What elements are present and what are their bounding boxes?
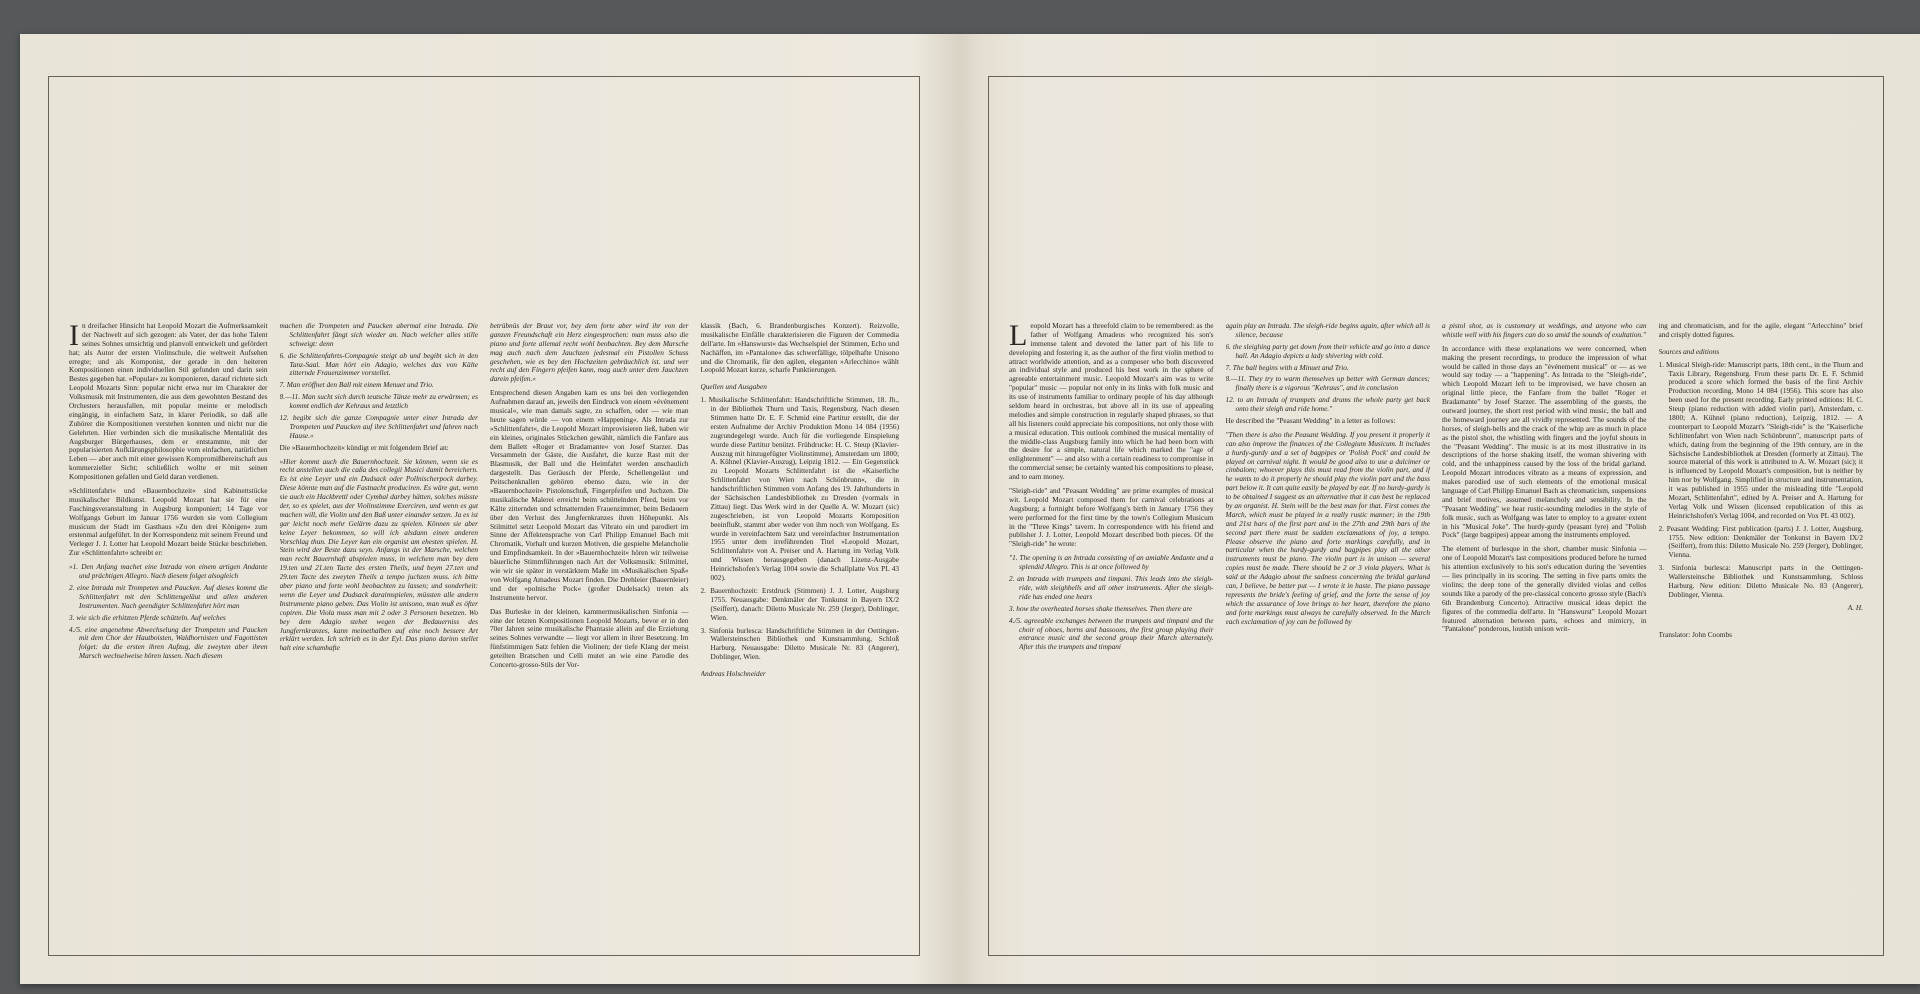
translator-credit: Translator: John Coombs [1658, 629, 1733, 639]
english-text-panel [988, 76, 1884, 956]
german-list-item: 3. wie sich die erhitzten Pferde schütteln. Auf welches [69, 612, 226, 622]
german-paragraph: Entsprechend diesen Angaben kam es uns bei den vorliegenden Aufnahmen darauf an, jeweils den Eindruck von einem »événement musical«, wie man damals sagte, zu schaffen, oder — wie man heute sagen würde — von einem »Happening«. Als Intrada zur »Schlittenfahrt«, die Leopold Mozart improvisieren ließ, haben wir ein kleines, originales Stückchen gewählt, nämlich die Fanfare aus dem Ballett »Roger et Bradamante« von Josef Starzer. Das Versammeln der Gäste, die Ausfahrt, die kurze Rast mit der Blasmusik, der Ball und die Heimfahrt werden anschaulich dargestellt. Das Geräusch der Pferde, Schellengeläut und Peitschenknallen gehören ebenso dazu, wie in der »Bauernhochzeit« Pistolenschuß, Fingerpfeifen und Juchzen. Die musikalische Malerei erreicht beim schüttelnden Pferd, beim vor Kälte zitternden und schnatternden Frauenzimmer, beim Bedauern über den Verlust des Jungfernkranzes ihren Höhepunkt. Als Stilmittel setzt Leopold Mozart das Vibrato ein und parodiert im Sinne der Affektensprache von Carl Philipp Emanuel Bach mit Chromatik, Vorhalt und kurzen Motiven, die gespielte Melancholie und Empfindsamkeit. In der »Bauernhochzeit« hören wir teilweise bäuerliche Stimmführungen nach Art der Volksmusik: Stilmittel, wie wir sie später in verstärktem Maße im »Musikalischen Spaß« von Wolfgang Amadeus Mozart finden. Die Drehleier (Bauernleier) und der »polnische Pock« (großer Dudelsack) treten als Instrumente hervor. [490, 388, 689, 602]
english-source-item: 2. Peasant Wedding: First publication (parts) J. J. Lotter, Augsburg, 1755. New edition: Denkmäler der Tonkunst in Bayern IX/2 (Seiffert), from this: Diletto Musicale No. 259 (Jerger), Doblinger, Vienna. [1658, 523, 1863, 560]
english-quote: "Then there is also the Peasant Wedding. If you present it properly it can also improve the finances of the Collegium Musicum. It includes a hurdy-gurdy and a set of bagpipes or 'Polish Pock' and could be played on carnival night. It would be good also to use a dulcimer or cimbalom; whoever plays this must read from the violin part, and if he wants to do it properly he should play the violin part and the bass part below it. It can quite easily be played by ear. If no hurdy-gurdy is to be obtained I suggest as an alternative that it can best be replaced by an organist. H. Stein will be the best man for that. First comes the March, which must be played in a really rustic manner; in the 19th and 21st bars of the first part and in the 27th and 29th bars of the second part there must be sudden exclamations of joy, a tempo. Please observe the piano and forte markings carefully, and in particular when the hurdy-gurdy and bagpipes play all the other instruments must be piano. The violin part is in unison — several copies must be made. There should be 2 or 3 viola players. What is said at the Adagio about the sadness concerning the bridal garland can, I believe, be better put — I wrote it in haste. The piano passage represents the bride's feeling of grief, and the forte the sense of joy which the assurance of love brings to her heart, therefore the piano and forte markings must always be carefully observed. In the March each exclamation of joy can be followed by [1225, 429, 1430, 626]
english-dropcap: L [1009, 322, 1028, 352]
german-list-item: 8.—11. Man sucht sich durch teutsche Tänze mehr zu erwärmen; es kommt endlich der Kehraus und letztlich [279, 392, 478, 411]
english-list-item: 12. to an Intrada of trumpets and drums the whole party get back onto their sleigh and ride home." [1225, 395, 1430, 414]
german-list-item: 12. begibt sich die ganze Compagnie unter einer Intrada der Trompeten und Paucken auf ihre Schlittenfahrt und fahren nach Hause.« [279, 413, 478, 440]
english-paragraph: ing and chromaticism, and for the agile, elegant "Arlecchino" brief and crisply dotted figures. [1658, 322, 1863, 339]
german-column-4 [701, 322, 900, 943]
english-source-item: 1. Musical Sleigh-ride: Manuscript parts, 18th cent., in the Thurn and Taxis Library, Regensburg. From these parts Dr. E. F. Schmid produced a score which formed the basis of the first Archiv Production recording, Mono 14 084 (1956). This score has also been used for the present recording. Early printed editions: H. C. Steup (piano reduction with added violin part), Amsterdam, c. 1800; A. Kühnel (piano reduction), Leipzig, 1812. — A counterpart to Leopold Mozart's "Sleigh-ride" is the "Kaiserliche Schlittenfahrt von Wien nach Schönbrunn", manuscript parts of which, dating from the beginning of the 19th century, are in the Sächsische Landesbibliothek at Dresden (formerly at Zittau). The source material of this work is attributed to A. W. Mozart (sic); it is influenced by Leopold Mozart's composition, but is neither by him nor by Wolfgang. Simplified in structure and instrumentation, it was published in 1955 under the misleading title "Leopold Mozart, Schlittenfahrt", edited by A. Preiser and A. Hartung for Verlag Volk und Wissen (licensed republication of this as Heinrichshofen's Verlag 1004, and recorded on Vox PL 43 002). [1658, 359, 1863, 520]
german-text-panel [48, 76, 920, 956]
german-list-item: machen die Trompeten und Paucken abermal eine Intrada. Die Schlittenfahrt fängt sich wieder an. Nach welcher alles stille schweigt: denn [279, 322, 478, 348]
english-list-item: 6. the sleighing party get down from their vehicle and go into a dance hall. An Adagio depicts a lady shivering with cold. [1225, 341, 1430, 360]
english-paragraph: He described the "Peasant Wedding" in a letter as follows: [1225, 416, 1396, 426]
german-column-1 [69, 322, 268, 943]
english-list-item: 3. how the overheated horses shake themselves. Then there are [1009, 603, 1193, 613]
english-paragraph: The element of burlesque in the short, chamber music Sinfonia — one of Leopold Mozart's last compositions produced before he turned his attention exclusively to his son's education during the 'seventies — lies principally in its scoring. The setting in five parts omits the violins; the deep tone of the generally divided violas and cellos sounds like a parody of the pre-classical concerto grosso style (Bach's 6th Brandenburg Concerto). Attractive musical ideas depict the figures of the commedia dell'arte. In "Hanswurst" Leopold Mozart featured alternation between parts, echoes and mimicry, in "Pantalone" ponderous, loutish unison writ- [1442, 544, 1647, 634]
english-list-item: 8.—11. They try to warm themselves up better with German dances; finally there is a vigorous "Kehraus", and in conclusion [1225, 374, 1430, 393]
english-column-3 [1442, 322, 1647, 943]
german-quote: »Hier kommt auch die Bauernhochzeit. Sie können, wenn sie es recht anstellen auch die caßa des collegii Musici damit bereichern. Es ist eine Leyer und ein Dudsack oder Pollnischerpock darbey. Diese könnte man auf die Fastnacht produciren. Es wäre gut, wenn sie auch ein Hackbrettl oder Cymbal darbey hätten, solches müsste der, so es spielet, aus der Violinstimme Exerciren, und wenn es gut machen will, die Violin und den Baß unter einander setzen. Ja es ist gar leicht noch mehr Gelärm dazu zu spielen. Können sie aber keine Leyer bekommen, so will ich alsdann einen anderen Vorschlag thun. Die Leyer kan ein organist am ehesten spielen. H. Stein wird der Beste dazu seyn. Anfangs ist der Marsche, welchen man recht Bauernhaft abspielen muss, in welchem man bey dem 19.ten und 21.ten Tacte des ersten Theils, und beym 27.ten und 29.ten Tacte des zweyten Theils a tempo juchzen muss. ich bitte aber piano und forte wohl beobachten zu lassen; und sonderheit: wenn die Leyer und Dudsack daraimspielen, müssten alle andern Instrumente piano geben. Das Violin ist unisono, man muß es öfter copiren. Die Viola muss man mit 2 oder 3 Personen besetzen. Wo bey dem Adagio stehet wegen der Bedauerniss des Jungfernkranzes, kann meinethalben auf eine noch bessere Art erklärt werden. Ich schrieb es in der Eyl. Das piano darinn stellet halt eine schamhafte [279, 456, 478, 653]
german-quote-end: betrübnüs der Braut vor, bey dem forte aber wird ihr von der ganzen Freundschaft ein Herz eingesprochen: man muss also die piano und forte allemal recht wohl beobachten. Bey dem Marsche mag auch nach dem Jauchzen jedesmal ein Pistollen Schuss geschehen, wie es bey den Hochzeiten gebräuchlich ist. und wer recht auf den Fingern pfeifen kann, mag auch unter dem Jauchzen darein pfeifen.« [490, 322, 689, 384]
english-column-1 [1009, 322, 1214, 943]
german-source-item: 1. Musikalische Schlittenfahrt: Handschriftliche Stimmen, 18. Jh., in der Bibliothek Thurn und Taxis, Regensburg. Nach diesen Stimmen hatte Dr. E. F. Schmid eine Partitur erstellt, die der ersten Aufnahme der Archiv Produktion Mono 14 084 (1956) zugrundegelegt wurde. Auch für die vorliegende Einspielung wurde diese Partitur benützt. Frühdrucke: H. C. Steup (Klavier-Auszug mit hinzugefügter Violinstimme), Amsterdam um 1800; A. Kühnel (Klavier-Auszug), Leipzig 1812. — Ein Gegenstück zu Leopold Mozarts Schlittenfahrt ist die »Kaiserliche Schlittenfahrt von Wien nach Schönbrunn«, die in handschriftlichen Stimmen vom Anfang des 19. Jahrhunderts in der Sächsischen Landesbibliothek zu Dresden (vormals in Zittau) liegt. Das Werk wird in der Quelle A. W. Mozart (sic) zugeschrieben, ist von Leopold Mozarts Komposition beeinflußt, stammt aber weder von ihm noch von Wolfgang. Es wurde in vereinfachtem Satz und vereinfachter Instrumentation 1955 unter dem irreführenden Titel »Leopold Mozart, Schlittenfahrt« von A. Preiser und A. Hartung im Verlag Volk und Wissen herausgegeben (danach Lizenz-Ausgabe Heinrichshofen's Verlag 1004 sowie die Schallplatte Vox PL 43 002). [700, 395, 899, 583]
german-paragraph: Die »Bauernhochzeit« kündigt er mit folgendem Brief an: [279, 442, 449, 452]
german-column-2 [280, 322, 479, 943]
german-list-item: »1. Den Anfang machet eine Intrada von einem artigen Andante und prächtigen Allegro. Nach diesem folget alsogleich [69, 562, 268, 581]
english-intro-paragraph: Leopold Mozart has a threefold claim to be remembered: as the father of Wolfgang Amadeus who recognized his son's immense talent and devoted the latter part of his life to developing and fostering it, as the author of the first violin method to attract worldwide attention, and as a composer who both discovered an individual style and produced his best work in the sphere of agreeable entertainment music. Leopold Mozart's aim was to write "popular" music — popular not only in its links with folk music and its use of instruments familiar to ordinary people of his day although seldom heard in orchestras, but above all in its use of appealing melodies and simple construction in regularly shaped phrases, so that all his listeners could appreciate his compositions, not only those with a musical education. This outlook combined the musical mentality of the middle-class Augsburg family into which he had been born with the desire for a simple, natural life which marked the "age of enlightenment" — and also with a certain readiness to compromise in the commercial sense; he certainly wanted his compositions to please, and to earn money. [1009, 322, 1214, 482]
german-intro-paragraph: In dreifacher Hinsicht hat Leopold Mozart die Aufmerksamkeit der Nachwelt auf sich gezogen: als Vater, der das hohe Talent seines Sohnes umsichtig und planvoll entwickelt und gefördert hat; als Autor der ersten Violinschule, die weltweit Aufsehen erregte; und als Komponist, der gerade in den heiteren Kompositionen einen individuellen Stil gefunden und darin sein Bestes gegeben hat. »Popular« zu komponieren, darauf richtete sich Leopold Mozarts Sinn: popular nicht etwa nur im Charakter der Volksmusik mit Instrumenten, die aus dem gewohnten Bestand des Orchesters herausfallen, mit popular meinte er melodisch eingängig, in einfachem Satz, in klarer Periodik, so daß alle Zuhörer die Kompositionen verstehen konnten und nicht nur die Gelehrten. Hier verbinden sich die musikalische Mentalität des Augsburger Bürgerhauses, dem er entstammte, mit der popularisierten Aufklärungsphilosophie vom einfachen, natürlichen Leben — aber auch mit einer gewissen Kompromißbereitschaft aus kommerzieller Sicht; schließlich wollte er mit seinen Kompositionen gefallen und Geld daran verdienen. [69, 322, 268, 482]
english-sources-title: Sources and editions [1658, 346, 1720, 356]
record-sleeve [20, 34, 1920, 984]
author-initials: A. H. [1847, 602, 1863, 612]
german-paragraph: Das Burleske in der kleinen, kammermusikalischen Sinfonia — eine der letzten Kompositionen Leopold Mozarts, bevor er in den 70er Jahren seine musikalische Phantasie allein auf die Erziehung seines Sohnes verwandte — liegt vor allem in ihrer Besetzung. Im fünfstimmigen Satz fehlen die Violinen; der tiefe Klang der meist geteilten Bratschen und Celli mutet an wie eine Parodie des Concerto-grosso-Stils der Vor- [490, 606, 689, 669]
english-list-item: again play an Intrada. The sleigh-ride begins again, after which all is silence, because [1225, 322, 1430, 339]
english-paragraph: In accordance with these explanations we were concerned, when making the present recordings, to produce the impression of what would be called in those days an "événement musical" or — as we would say today — a "happening". As Intrada to the "Sleigh-ride", which Leopold Mozart left to be improvised, we have chosen an original little piece, the Fanfare from the ballet "Roger et Bradamante" by Josef Starzer. The assembling of the guests, the outward journey, the short rest period with wind music, the ball and the homeward journey are all vividly represented. The sounds of the horses, of sleigh-bells and the crack of the whip are as much in place as the pistol shot, the whistling with fingers and the joyful shouts in the "Peasant Wedding". The music is at its most illustrative in its descriptions of the horse shaking itself, the woman shivering with cold, and the unhappiness caused by the loss of the bridal garland. Leopold Mozart introduces vibrato as a means of expression, and makes parodied use of such elements of the emotional musical language of Carl Philipp Emanuel Bach as chromaticism, suspensions and brief motives, assumed melancholy and sensibility. In the "Peasant Wedding" we hear rustic-sounding melodies in the style of folk music, such as Wolfgang was later to employ to a greater extent in his "Musical Joke". The hurdy-gurdy (peasant lyre) and "Polish Pock" (large bagpipes) appear among the instruments employed. [1442, 343, 1647, 540]
german-dropcap: I [69, 322, 79, 352]
german-list-item: 4./5. eine angenehme Abwechselung der Trompeten und Paucken mit dem Chor der Hautboisten, Waldhornisten und Fagottisten folget: da die ersten ihren Aufzug, die zweyten aber ihren Marsch wechselweise hören lassen. Nach diesem [69, 624, 268, 661]
english-list-item: 2. an Intrada with trumpets and timpani. This leads into the sleigh-ride, with sleighbells and all other instruments. After the sleigh-ride has ended one hears [1009, 574, 1214, 601]
german-source-item: 2. Bauernhochzeit: Erstdruck (Stimmen) J. J. Lotter, Augsburg 1755. Neuausgabe: Denkmäler der Tonkunst in Bayern IX/2 (Seiffert), danach: Diletto Musicale Nr. 259 (Jerger), Doblinger, Wien. [700, 585, 899, 622]
german-paragraph: klassik (Bach, 6. Brandenburgisches Konzert). Reizvolle, musikalische Einfälle charakterisieren die Figuren der Commedia dell'arte. Im »Hanswurst« das Wechselspiel der Stimmen, Echo und Nachäffen, im »Pantalone« das schwerfällige, tölpelhafte Unisono und die Chromatik, für den agilen, eleganten »Arlecchino« wählt Leopold Mozart kurze, scharfe Punktierungen. [700, 322, 899, 375]
english-quote-end: a pistol shot, as is customary at weddings, and anyone who can whistle well with his fingers can do so amid the sounds of exultation." [1442, 322, 1647, 339]
english-source-item: 3. Sinfonia burlesca: Manuscript parts in the Oettingen-Wallersteinsche Bibliothek und Kunstsammlung, Schloss Harburg. New edition: Diletto Musicale No. 83 (Angerer), Doblinger, Vienna. [1658, 563, 1863, 599]
german-sources-title: Quellen und Ausgaben [700, 382, 767, 392]
german-column-3 [490, 322, 689, 943]
english-list-item: "1. The opening is an Intrada consisting of an amiable Andante and a splendid Allegro. This is at once followed by [1009, 553, 1214, 572]
english-list-item: 7. The ball begins with a Minuet and Trio. [1225, 362, 1349, 372]
english-column-4 [1659, 322, 1864, 943]
german-author-signature: Andreas Holschneider [700, 669, 766, 679]
german-list-item: 6. die Schlittenfahrts-Compagnie steigt ab und begibt sich in den Tanz-Saal. Man hört ein Adagio, welches das von Kälte zitternde Frauenzimmer vorstellet. [279, 350, 478, 378]
german-list-item: 7. Man eröffnet den Ball mit einem Menuet und Trio. [279, 380, 434, 390]
german-source-item: 3. Sinfonia burlesca: Handschriftliche Stimmen in der Oettingen-Wallersteinschen Bibliothek und Kunstsammlung, Schloß Harburg. Neuausgabe: Diletto Musicale Nr. 83 (Angerer), Doblinger, Wien. [700, 625, 899, 662]
english-column-2 [1226, 322, 1431, 943]
german-list-item: 2. eine Intrada mit Trompeten und Paucken. Auf dieses kommt die Schlittenfahrt mit den Schlittengeläut und allen anderen Instrumenten. Nach geendigter Schlittenfahrt hört man [69, 582, 268, 610]
german-paragraph: »Schlittenfahrt« und »Bauernhochzeit« sind Kabinettstücke musikalischer Bildkunst. Leopold Mozart hat sie für eine Faschingsveranstaltung in Augsburg komponiert; 14 Tage vor Wolfgangs Geburt im Januar 1756 wurden sie vom Collegium musicum der Stadt im Gasthaus »Zu den drei Königen« zum erstenmal aufgeführt. In der Korrespondenz mit seinem Freund und Verleger J. J. Lotter hat Leopold Mozart beide Stücke beschrieben. Zur »Schlittenfahrt« schreibt er: [69, 486, 268, 558]
english-paragraph: "Sleigh-ride" and "Peasant Wedding" are prime examples of musical wit. Leopold Mozart composed them for carnival celebrations at Augsburg; a fortnight before Wolfgang's birth in January 1756 they were performed for the first time by the town's Collegium Musicum in the "Three Kings" tavern. In correspondence with his friend and publisher J. J. Lotter, Leopold Mozart described both pieces. Of the "Sleigh-ride" he wrote: [1009, 486, 1214, 549]
english-list-item: 4./5. agreeable exchanges between the trumpets and timpani and the choir of oboes, horns and bassoons, the first group playing their entrance music and the second group their March alternately. After this the trumpets and timpani [1009, 615, 1214, 652]
